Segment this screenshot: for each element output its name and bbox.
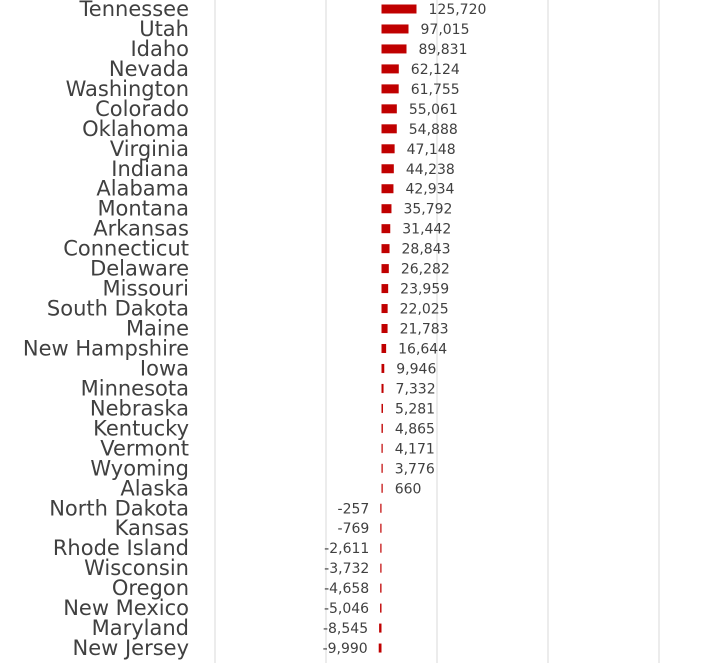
bar [382, 404, 383, 413]
data-label: -9,990 [322, 641, 368, 658]
category-label: Wyoming [90, 456, 189, 481]
bar [382, 224, 391, 233]
data-label: 97,015 [420, 21, 470, 38]
bar [380, 504, 381, 513]
category-labels [23, 0, 189, 660]
bar [382, 24, 409, 33]
category-label: Oklahoma [82, 116, 189, 141]
bar [379, 644, 382, 653]
data-label: -4,658 [324, 581, 370, 598]
data-label: 9,946 [396, 361, 437, 378]
category-label: Alabama [96, 176, 189, 201]
bar [382, 304, 388, 313]
category-label: Kansas [114, 516, 189, 541]
data-label: 55,061 [408, 101, 458, 118]
category-label: Idaho [130, 36, 189, 61]
bar [382, 284, 389, 293]
data-label: 54,888 [408, 121, 458, 138]
category-label: Rhode Island [52, 536, 189, 561]
bar [382, 244, 390, 253]
bar [379, 624, 381, 633]
category-label: Nebraska [89, 396, 189, 421]
data-label: 47,148 [406, 141, 456, 158]
category-label: New Hampshire [22, 336, 189, 361]
bar [380, 544, 381, 553]
data-label: 4,171 [394, 441, 435, 458]
bar [382, 5, 417, 14]
data-label: 28,843 [401, 241, 451, 258]
bar [382, 104, 397, 113]
bar [382, 384, 384, 393]
data-label: 26,282 [400, 261, 450, 278]
category-label: Minnesota [80, 376, 189, 401]
category-label: Alaska [120, 476, 189, 501]
category-label: Indiana [111, 156, 189, 181]
category-label: North Dakota [49, 496, 189, 521]
data-label: -8,545 [322, 621, 369, 638]
category-label: Kentucky [93, 416, 189, 441]
data-label: 44,238 [405, 161, 455, 178]
category-label: Nevada [108, 56, 189, 81]
data-label: 89,831 [418, 41, 468, 58]
data-label: -5,046 [323, 601, 370, 618]
data-label: -2,611 [324, 541, 370, 558]
bar [380, 524, 381, 533]
data-label: 35,792 [403, 201, 453, 218]
value-labels [323, 2, 487, 657]
category-label: Tennessee [79, 0, 189, 21]
category-label: New Jersey [72, 636, 189, 661]
data-label: 3,776 [394, 461, 435, 478]
data-label: 5,281 [394, 401, 436, 418]
category-label: Montana [97, 196, 189, 221]
category-label: Wisconsin [84, 556, 189, 581]
data-label: -257 [337, 501, 370, 518]
bar [380, 564, 381, 573]
bar [382, 344, 387, 353]
category-label: Delaware [90, 256, 189, 281]
bar [382, 324, 388, 333]
data-label: 23,959 [400, 281, 450, 298]
bar [382, 124, 397, 133]
category-label: South Dakota [46, 296, 189, 321]
category-label: Oregon [111, 576, 189, 601]
bar [380, 604, 381, 613]
data-label: 21,783 [399, 321, 449, 338]
data-label: 16,644 [398, 341, 448, 358]
bar [382, 264, 389, 273]
bar [382, 204, 392, 213]
data-label: 7,332 [395, 381, 436, 398]
bar [382, 84, 399, 93]
bar [382, 164, 394, 173]
category-label: Connecticut [63, 236, 189, 261]
bar [382, 44, 407, 53]
bar [382, 64, 399, 73]
data-label: 31,442 [402, 221, 452, 238]
data-label: 125,720 [428, 2, 487, 18]
bar [382, 144, 395, 153]
category-label: Washington [65, 76, 189, 101]
data-label: -3,732 [324, 561, 370, 578]
data-label: 61,755 [410, 81, 460, 98]
data-label: 62,124 [410, 61, 460, 78]
category-label: Colorado [95, 96, 189, 121]
bar [382, 484, 383, 493]
bar [382, 424, 383, 433]
category-label: Maine [125, 316, 189, 341]
category-label: Vermont [100, 436, 189, 461]
category-label: Missouri [102, 276, 189, 301]
category-label: Maryland [91, 616, 189, 641]
category-label: Utah [139, 16, 189, 41]
category-label: Virginia [109, 136, 189, 161]
data-label: -769 [337, 521, 370, 538]
data-label: 22,025 [399, 301, 449, 318]
data-label: 4,865 [394, 421, 435, 438]
bar [382, 364, 385, 373]
data-label: 42,934 [405, 181, 455, 198]
bar [382, 464, 383, 473]
bar [382, 184, 394, 193]
data-label: 660 [394, 481, 422, 498]
bar [380, 584, 381, 593]
category-label: Iowa [139, 356, 189, 381]
category-label: New Mexico [63, 596, 189, 621]
bar [382, 444, 383, 453]
category-label: Arkansas [93, 216, 189, 241]
